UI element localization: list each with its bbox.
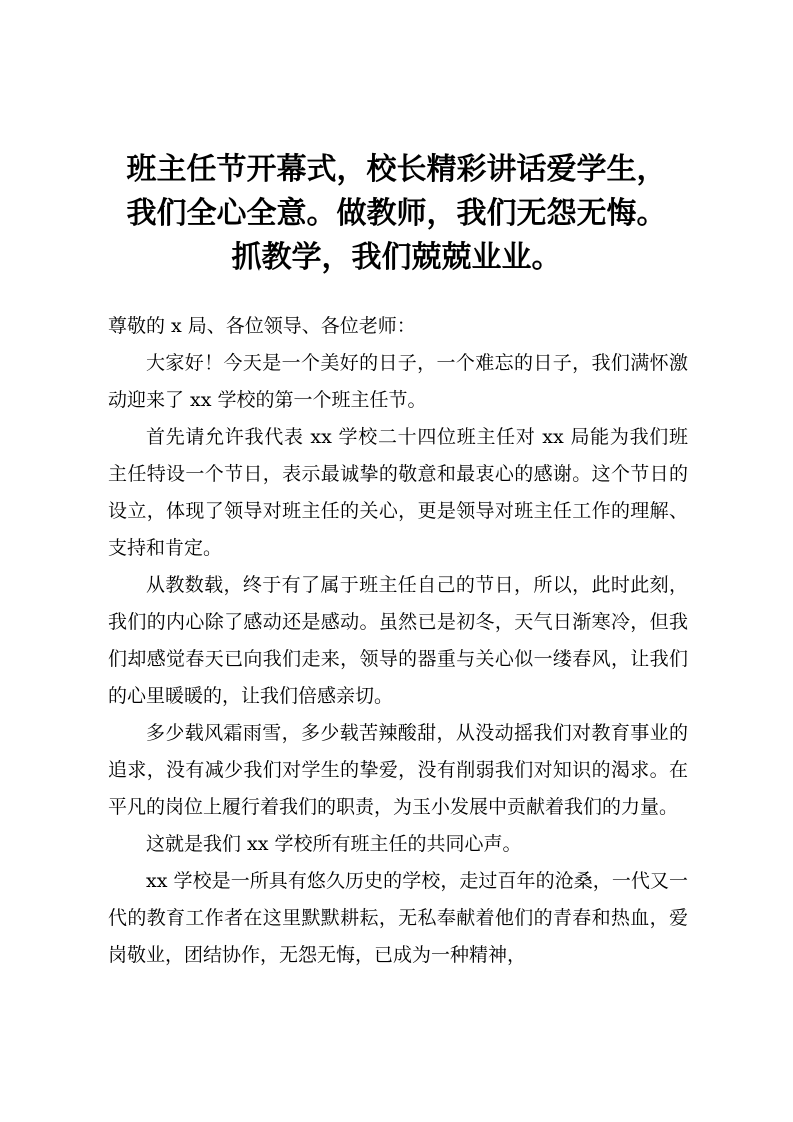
paragraph-3: 从教数载，终于有了属于班主任自己的节日，所以，此时此刻，我们的内心除了感动还是感动。虽然已是初冬，天气日渐寒冷，但我们却感觉春天已向我们走来，领导的器重与关心似一缕春风，让我们的心里暖暖的，让我们倍感亲切。 xyxy=(108,574,688,707)
paragraph-4: 多少载风霜雨雪，多少载苦辣酸甜，从没动摇我们对教育事业的追求，没有减少我们对学生的挚爱，没有削弱我们对知识的渴求。在平凡的岗位上履行着我们的职责，为玉小发展中贡献着我们的力量。 xyxy=(108,722,688,818)
paragraph-5: 这就是我们 xx 学校所有班主任的共同心声。 xyxy=(146,833,522,855)
salutation: 尊敬的 x 局、各位领导、各位老师： xyxy=(108,315,416,337)
paragraph-6: xx 学校是一所具有悠久历史的学校，走过百年的沧桑，一代又一代的教育工作者在这里默默耕耘，无私奉献着他们的青春和热血，爱岗敬业，团结协作，无怨无悔，已成为一种精神， xyxy=(108,870,688,966)
title-line-1: 班主任节开幕式，校长精彩讲话爱学生， xyxy=(126,152,667,187)
paragraph-2: 首先请允许我代表 xx 学校二十四位班主任对 xx 局能为我们班主任特设一个节日，表示最诚挚的敬意和最衷心的感谢。这个节日的设立，体现了领导对班主任的关心，更是领导对班主任工作的理解、支持和肯定。 xyxy=(108,426,688,559)
title-line-2: 我们全心全意。做教师，我们无怨无悔。 xyxy=(126,196,667,231)
title-line-3: 抓教学，我们兢兢业业。 xyxy=(231,240,562,275)
paragraph-1: 大家好！今天是一个美好的日子，一个难忘的日子，我们满怀激动迎来了 xx 学校的第一个班主任节。 xyxy=(108,352,688,411)
document-title xyxy=(100,148,693,280)
document-body xyxy=(108,308,688,974)
